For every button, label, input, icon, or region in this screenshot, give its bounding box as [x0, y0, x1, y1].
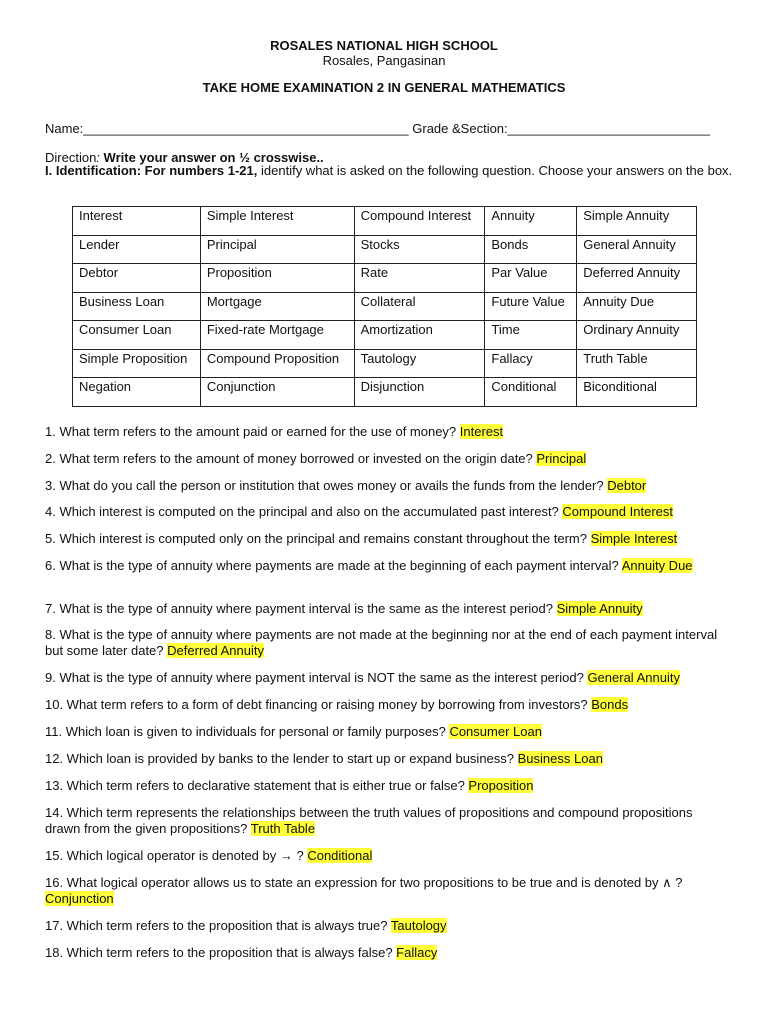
- question-text: 5. Which interest is computed only on the principal and remains constant throughout the term?: [45, 531, 587, 546]
- choice-cell: Mortgage: [200, 292, 354, 321]
- answer-highlight: Consumer Loan: [449, 724, 542, 739]
- answer-highlight: Deferred Annuity: [167, 643, 264, 658]
- question-item: [45, 451, 725, 467]
- choice-cell: Debtor: [73, 264, 201, 293]
- question-item: [45, 875, 725, 907]
- choices-row: [73, 207, 697, 236]
- choice-cell: Annuity: [485, 207, 577, 236]
- question-text: 3. What do you call the person or institution that owes money or avails the funds from the lender?: [45, 478, 604, 493]
- question-text: 16. What logical operator allows us to state an expression for two propositions to be true and is denoted by ∧ ?: [45, 875, 683, 890]
- question-item: [45, 697, 725, 713]
- answer-highlight: Debtor: [607, 478, 647, 493]
- answer-highlight: Conjunction: [45, 891, 114, 906]
- name-section-line: [45, 121, 735, 137]
- choice-cell: Compound Interest: [354, 207, 485, 236]
- answer-highlight: General Annuity: [587, 670, 680, 685]
- choice-cell: Amortization: [354, 321, 485, 350]
- school-name: ROSALES NATIONAL HIGH SCHOOL: [270, 38, 498, 53]
- identification-instructions: [45, 163, 735, 179]
- question-text: 2. What term refers to the amount of money borrowed or invested on the origin date?: [45, 451, 533, 466]
- choice-cell: Interest: [73, 207, 201, 236]
- answer-highlight: Simple Annuity: [556, 601, 643, 616]
- choice-cell: Par Value: [485, 264, 577, 293]
- question-text: 8. What is the type of annuity where payments are not made at the beginning nor at the end of each payment interval but some later date?: [45, 627, 718, 658]
- question-item: [45, 601, 725, 617]
- choices-row: [73, 349, 697, 378]
- question-text: 7. What is the type of annuity where payment interval is the same as the interest period?: [45, 601, 553, 616]
- choice-cell: Biconditional: [577, 378, 697, 407]
- choices-row: [73, 292, 697, 321]
- question-text: 14. Which term represents the relationships between the truth values of propositions and compound propositions drawn from the given propositions?: [45, 805, 693, 836]
- choice-cell: Disjunction: [354, 378, 485, 407]
- answer-highlight: Compound Interest: [562, 504, 673, 519]
- answer-highlight: Annuity Due: [621, 558, 693, 573]
- choice-cell: Time: [485, 321, 577, 350]
- choice-cell: Fallacy: [485, 349, 577, 378]
- question-text: 1. What term refers to the amount paid or earned for the use of money?: [45, 424, 457, 439]
- answer-highlight: Conditional: [307, 848, 373, 863]
- question-text: 9. What is the type of annuity where payment interval is NOT the same as the interest period?: [45, 670, 584, 685]
- question-text: 17. Which term refers to the proposition that is always true?: [45, 918, 388, 933]
- answer-highlight: Proposition: [468, 778, 534, 793]
- answer-highlight: Tautology: [390, 918, 447, 933]
- choices-row: [73, 235, 697, 264]
- question-text: 10. What term refers to a form of debt financing or raising money by borrowing from investors?: [45, 697, 588, 712]
- choice-cell: Bonds: [485, 235, 577, 264]
- question-text: 4. Which interest is computed on the principal and also on the accumulated past interest?: [45, 504, 559, 519]
- choice-cell: Simple Interest: [200, 207, 354, 236]
- choice-cell: Collateral: [354, 292, 485, 321]
- identification-text: identify what is asked on the following question. Choose your answers on the box.: [261, 163, 733, 178]
- question-item: [45, 918, 725, 934]
- choice-cell: Lender: [73, 235, 201, 264]
- question-item: [45, 778, 725, 794]
- choices-row: [73, 264, 697, 293]
- answer-highlight: Business Loan: [517, 751, 603, 766]
- identification-label: I. Identification: For numbers 1-21,: [45, 163, 258, 178]
- choice-cell: Principal: [200, 235, 354, 264]
- question-item: [45, 848, 725, 864]
- choice-cell: Consumer Loan: [73, 321, 201, 350]
- question-item: [45, 627, 725, 659]
- question-text: 11. Which loan is given to individuals for personal or family purposes?: [45, 724, 446, 739]
- question-item: [45, 531, 725, 547]
- question-text: 6. What is the type of annuity where payments are made at the beginning of each payment interval?: [45, 558, 619, 573]
- choice-cell: Truth Table: [577, 349, 697, 378]
- answer-highlight: Truth Table: [250, 821, 316, 836]
- direction-text: Write your answer on ½ crosswise..: [103, 150, 324, 165]
- school-location: Rosales, Pangasinan: [322, 53, 446, 68]
- choice-cell: Ordinary Annuity: [577, 321, 697, 350]
- choice-cell: Annuity Due: [577, 292, 697, 321]
- question-item: [45, 751, 725, 767]
- grade-section-field-label: Grade &Section:____________________________: [412, 121, 711, 136]
- direction-colon: :: [96, 150, 100, 165]
- choice-cell: Tautology: [354, 349, 485, 378]
- choice-cell: Conjunction: [200, 378, 354, 407]
- answer-highlight: Simple Interest: [590, 531, 678, 546]
- choice-cell: Fixed-rate Mortgage: [200, 321, 354, 350]
- choices-row: [73, 321, 697, 350]
- question-item: [45, 724, 725, 740]
- name-field-label: Name:_____________________________________________: [45, 121, 409, 136]
- question-text: 15. Which logical operator is denoted by → ?: [45, 848, 304, 863]
- choice-cell: Rate: [354, 264, 485, 293]
- question-text: 13. Which term refers to declarative statement that is either true or false?: [45, 778, 465, 793]
- choice-cell: General Annuity: [577, 235, 697, 264]
- choice-cell: Compound Proposition: [200, 349, 354, 378]
- question-item: [45, 670, 725, 686]
- choice-cell: Deferred Annuity: [577, 264, 697, 293]
- choice-cell: Conditional: [485, 378, 577, 407]
- question-item: [45, 945, 725, 961]
- direction-label: Direction: [45, 150, 97, 165]
- question-item: [45, 504, 725, 520]
- question-text: 18. Which term refers to the proposition that is always false?: [45, 945, 393, 960]
- answer-highlight: Principal: [536, 451, 587, 466]
- choice-cell: Simple Annuity: [577, 207, 697, 236]
- choices-row: [73, 378, 697, 407]
- choice-cell: Simple Proposition: [73, 349, 201, 378]
- answer-highlight: Fallacy: [396, 945, 438, 960]
- exam-title: TAKE HOME EXAMINATION 2 IN GENERAL MATHEMATICS: [202, 80, 566, 95]
- choice-cell: Negation: [73, 378, 201, 407]
- choice-cell: Future Value: [485, 292, 577, 321]
- question-item: [45, 805, 725, 837]
- choice-cell: Business Loan: [73, 292, 201, 321]
- answer-highlight: Bonds: [591, 697, 629, 712]
- question-text: 12. Which loan is provided by banks to the lender to start up or expand business?: [45, 751, 515, 766]
- choice-cell: Proposition: [200, 264, 354, 293]
- question-item: [45, 424, 725, 440]
- answer-highlight: Interest: [459, 424, 504, 439]
- choices-table: [72, 206, 697, 407]
- choice-cell: Stocks: [354, 235, 485, 264]
- question-item: [45, 478, 725, 494]
- question-item: [45, 558, 725, 574]
